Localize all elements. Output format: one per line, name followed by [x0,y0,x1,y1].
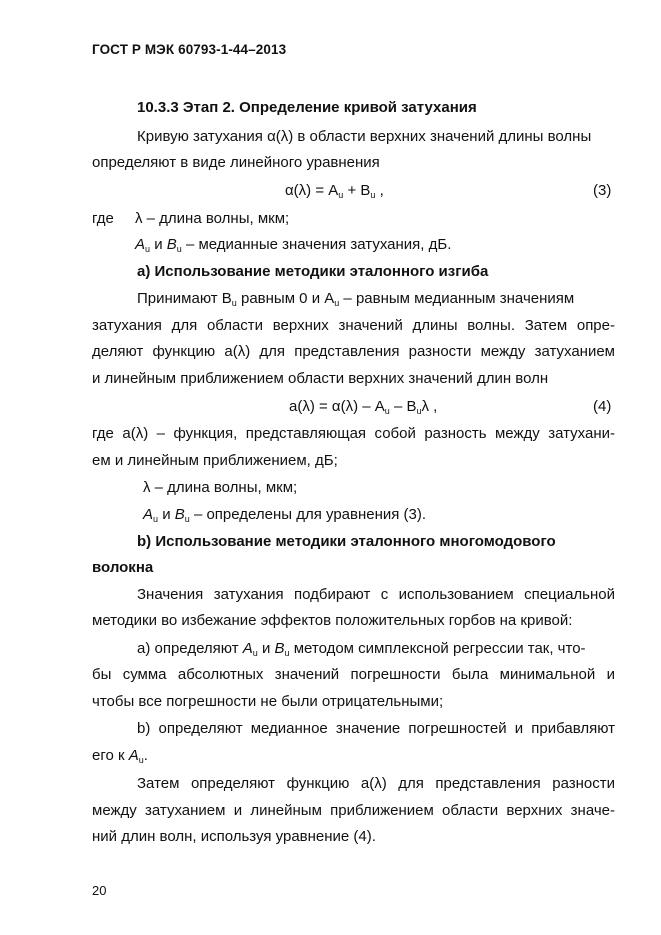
where-text: – медианные значения затухания, дБ. [181,236,452,253]
text: равным 0 и A [236,290,335,307]
sub-u: u [145,244,151,254]
page-number: 20 [92,883,107,898]
eq3-sub: u [338,190,344,200]
eq3-end: , [375,182,384,199]
paragraph-line [143,506,426,523]
eq3-mid: + B [343,182,371,199]
var-a: A [242,640,253,657]
paragraph-line: Значения затухания подбирают с использованием специальной [137,586,615,603]
text: Принимают B [137,290,232,307]
sub-u: u [176,244,182,254]
text: а) определяют [137,640,243,657]
paragraph-line: где a(λ) – функция, представляющая собой разность между затухани- [92,425,615,442]
paragraph-line: и линейным приближением области верхних значений длин волн [92,370,549,387]
paragraph-line [92,747,148,764]
eq4-mid: – B [389,398,417,415]
conj: и [158,506,175,523]
var-a: A [143,506,154,523]
sub-u: u [334,298,340,308]
paragraph-line: λ – длина волны, мкм; [143,479,298,496]
sub-u: u [138,755,144,765]
sub-u: u [184,514,190,524]
equation-number: (4) [593,398,612,415]
text: – определены для уравнения (3). [189,506,427,523]
conj: и [257,640,275,657]
conj: и [150,236,167,253]
text: его к [92,747,129,764]
eq4-lhs: a(λ) = α(λ) – A [289,398,385,415]
subsection-b-title: b) Использование методики эталонного многомодового [137,533,556,550]
paragraph-line: b) определяют медианное значение погрешностей и прибавляют [137,720,615,737]
eq3-sub2: u [370,190,376,200]
paragraph-line: деляют функцию a(λ) для представления разности между затуханием [92,343,615,360]
section-title: 10.3.3 Этап 2. Определение кривой затухания [137,99,477,116]
paragraph-line: чтобы все погрешности не были отрицательными; [92,693,444,710]
equation-4 [289,398,437,415]
text: – равным медианным значениям [339,290,575,307]
where-item [135,236,451,253]
paragraph-line: Затем определяют функцию a(λ) для представления разности [137,775,615,792]
equation-3 [285,182,384,199]
period: . [143,747,148,764]
sub-u: u [252,648,258,658]
sub-u: u [231,298,237,308]
sub-u: u [153,514,159,524]
var-a: A [135,236,146,253]
paragraph-line: затухания для области верхних значений длины волны. Затем опре- [92,317,615,334]
paragraph-line [137,640,586,657]
paragraph-line: определяют в виде линейного уравнения [92,154,380,171]
text: методом симплексной регрессии так, что- [289,640,586,657]
equation-number: (3) [593,182,612,199]
eq4-end: λ , [421,398,438,415]
eq3-lhs: α(λ) = A [285,182,339,199]
where-item: λ – длина волны, мкм; [135,210,290,227]
document-header: ГОСТ Р МЭК 60793-1-44–2013 [92,42,287,57]
subsection-b-title-cont: волокна [92,559,154,576]
paragraph-line: ний длин волн, используя уравнение (4). [92,828,376,845]
paragraph-line: Кривую затухания α(λ) в области верхних значений длины волны [137,128,592,145]
sub-u: u [284,648,290,658]
var-b: B [166,236,177,253]
subsection-a-title: а) Использование методики эталонного изгиба [137,263,489,280]
paragraph-line: методики во избежание эффектов положительных горбов на кривой: [92,612,573,629]
paragraph-line [137,290,615,307]
where-label: где [92,210,114,227]
var-a: A [128,747,139,764]
paragraph-line: между затуханием и линейным приближением области верхних значе- [92,802,615,819]
sub-u: u [416,406,422,416]
var-b: B [174,506,185,523]
paragraph-line: ем и линейным приближением, дБ; [92,452,338,469]
var-b: B [274,640,285,657]
paragraph-line: бы сумма абсолютных значений погрешности была минимальной и [92,666,615,683]
sub-u: u [384,406,390,416]
